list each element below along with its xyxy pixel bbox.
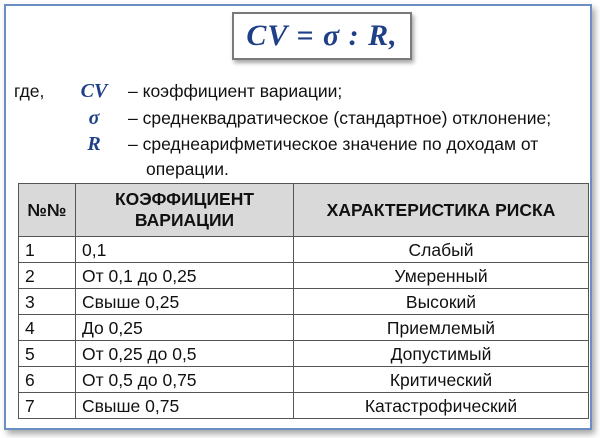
header-coefficient-line2: ВАРИАЦИИ <box>134 210 235 230</box>
cell-num: 3 <box>19 289 76 315</box>
legend-continuation: операции. <box>146 159 229 179</box>
cell-risk: Допустимый <box>294 341 589 367</box>
legend-symbol-cv: CV <box>80 80 108 102</box>
cell-num: 2 <box>19 263 76 289</box>
legend-where: где, <box>14 81 45 101</box>
table-row <box>19 237 589 263</box>
formula-box <box>232 12 412 60</box>
risk-table <box>18 183 589 419</box>
cell-coefficient: От 0,5 до 0,75 <box>76 367 294 393</box>
legend-symbol-r: R <box>87 133 101 155</box>
cell-num: 6 <box>19 367 76 393</box>
table-row <box>19 367 589 393</box>
cell-coefficient: До 0,25 <box>76 315 294 341</box>
cell-coefficient: От 0,1 до 0,25 <box>76 263 294 289</box>
cell-risk: Умеренный <box>294 263 589 289</box>
cell-coefficient: 0,1 <box>76 237 294 263</box>
table-row <box>19 315 589 341</box>
formula-text: CV = σ : R, <box>246 19 398 52</box>
header-characteristic: ХАРАКТЕРИСТИКА РИСКА <box>294 184 589 237</box>
header-coefficient-line1: КОЭФФИЦИЕНТ <box>114 189 255 209</box>
table-row <box>19 341 589 367</box>
cell-risk: Приемлемый <box>294 315 589 341</box>
cell-num: 4 <box>19 315 76 341</box>
table-header-row <box>19 184 589 237</box>
cell-risk: Слабый <box>294 237 589 263</box>
table-row <box>19 263 589 289</box>
legend-symbol-sigma: σ <box>88 107 100 129</box>
cell-risk: Критический <box>294 367 589 393</box>
legend-text-r: – среднеарифметическое значение по доходам от <box>128 134 539 154</box>
legend-text-sigma: – среднеквадратическое (стандартное) отклонение; <box>128 108 552 128</box>
table-row <box>19 289 589 315</box>
header-num: №№ <box>19 184 76 237</box>
table-row <box>19 393 589 419</box>
cell-num: 7 <box>19 393 76 419</box>
cell-coefficient: Свыше 0,75 <box>76 393 294 419</box>
cell-risk: Катастрофический <box>294 393 589 419</box>
cell-num: 1 <box>19 237 76 263</box>
cell-num: 5 <box>19 341 76 367</box>
header-coefficient <box>76 184 294 237</box>
cell-coefficient: Свыше 0,25 <box>76 289 294 315</box>
cell-risk: Высокий <box>294 289 589 315</box>
cell-coefficient: От 0,25 до 0,5 <box>76 341 294 367</box>
legend-text-cv: – коэффициент вариации; <box>128 81 343 101</box>
